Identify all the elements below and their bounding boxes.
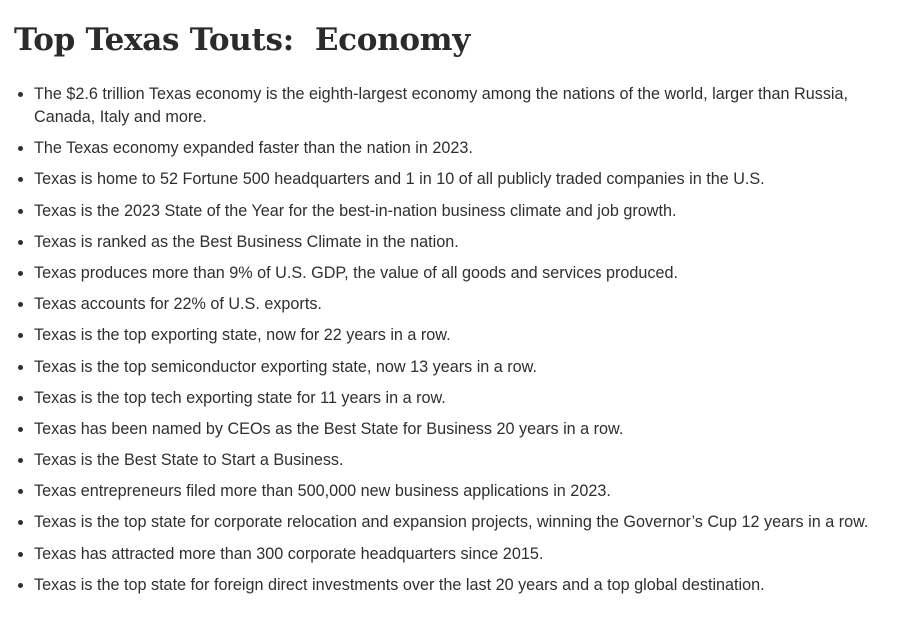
bullet-icon xyxy=(18,240,23,245)
list-item xyxy=(14,83,880,129)
list-item-text: Texas is the top state for foreign direct investments over the last 20 years and a top global destination. xyxy=(34,575,765,594)
list-item-text: Texas is the top semiconductor exporting state, now 13 years in a row. xyxy=(34,357,537,376)
bullet-icon xyxy=(18,209,23,214)
list-item-text: Texas entrepreneurs filed more than 500,000 new business applications in 2023. xyxy=(34,482,611,501)
bullet-icon xyxy=(18,365,23,370)
list-item-text: Texas is the top state for corporate relocation and expansion projects, winning the Governor’s Cup 12 years in a row. xyxy=(34,513,869,532)
page-title: Top Texas Touts: Economy xyxy=(14,22,470,58)
bullet-icon xyxy=(18,146,23,151)
list-item-text: Texas is the Best State to Start a Business. xyxy=(34,451,344,470)
list-item-text: Texas has attracted more than 300 corporate headquarters since 2015. xyxy=(34,544,544,563)
list-item-text: The Texas economy expanded faster than the nation in 2023. xyxy=(34,139,473,158)
list-item xyxy=(14,511,880,534)
list-item xyxy=(14,137,880,160)
list-item-text: Texas is home to 52 Fortune 500 headquarters and 1 in 10 of all publicly traded companies in the U.S. xyxy=(34,170,765,189)
bullet-icon xyxy=(18,489,23,494)
list-item xyxy=(14,200,880,223)
bullet-icon xyxy=(18,92,23,97)
list-item xyxy=(14,168,880,191)
bullet-icon xyxy=(18,427,23,432)
list-item xyxy=(14,480,880,503)
bullet-icon xyxy=(18,333,23,338)
list-item xyxy=(14,293,880,316)
list-item-text: Texas is the top tech exporting state for 11 years in a row. xyxy=(34,388,446,407)
bullet-icon xyxy=(18,302,23,307)
list-item xyxy=(14,574,880,597)
bullet-icon xyxy=(18,552,23,557)
bullet-icon xyxy=(18,458,23,463)
list-item xyxy=(14,387,880,410)
bullet-icon xyxy=(18,583,23,588)
list-item xyxy=(14,543,880,566)
list-item-text: Texas has been named by CEOs as the Best State for Business 20 years in a row. xyxy=(34,419,624,438)
list-item-text: Texas is ranked as the Best Business Climate in the nation. xyxy=(34,232,459,251)
bullet-icon xyxy=(18,271,23,276)
facts-list xyxy=(14,83,880,597)
list-item-text: Texas produces more than 9% of U.S. GDP, the value of all goods and services produced. xyxy=(34,263,678,282)
bullet-icon xyxy=(18,177,23,182)
list-item xyxy=(14,231,880,254)
list-item xyxy=(14,449,880,472)
bullet-icon xyxy=(18,520,23,525)
list-item-text: Texas accounts for 22% of U.S. exports. xyxy=(34,295,322,314)
list-item-text: Texas is the top exporting state, now for 22 years in a row. xyxy=(34,326,451,345)
bullet-icon xyxy=(18,396,23,401)
list-item xyxy=(14,262,880,285)
list-item xyxy=(14,418,880,441)
list-item-text: The $2.6 trillion Texas economy is the eighth-largest economy among the nations of the world, larger than Russia, Canada, Italy and more. xyxy=(34,85,849,126)
list-item xyxy=(14,324,880,347)
list-item xyxy=(14,356,880,379)
list-item-text: Texas is the 2023 State of the Year for the best-in-nation business climate and job growth. xyxy=(34,201,677,220)
